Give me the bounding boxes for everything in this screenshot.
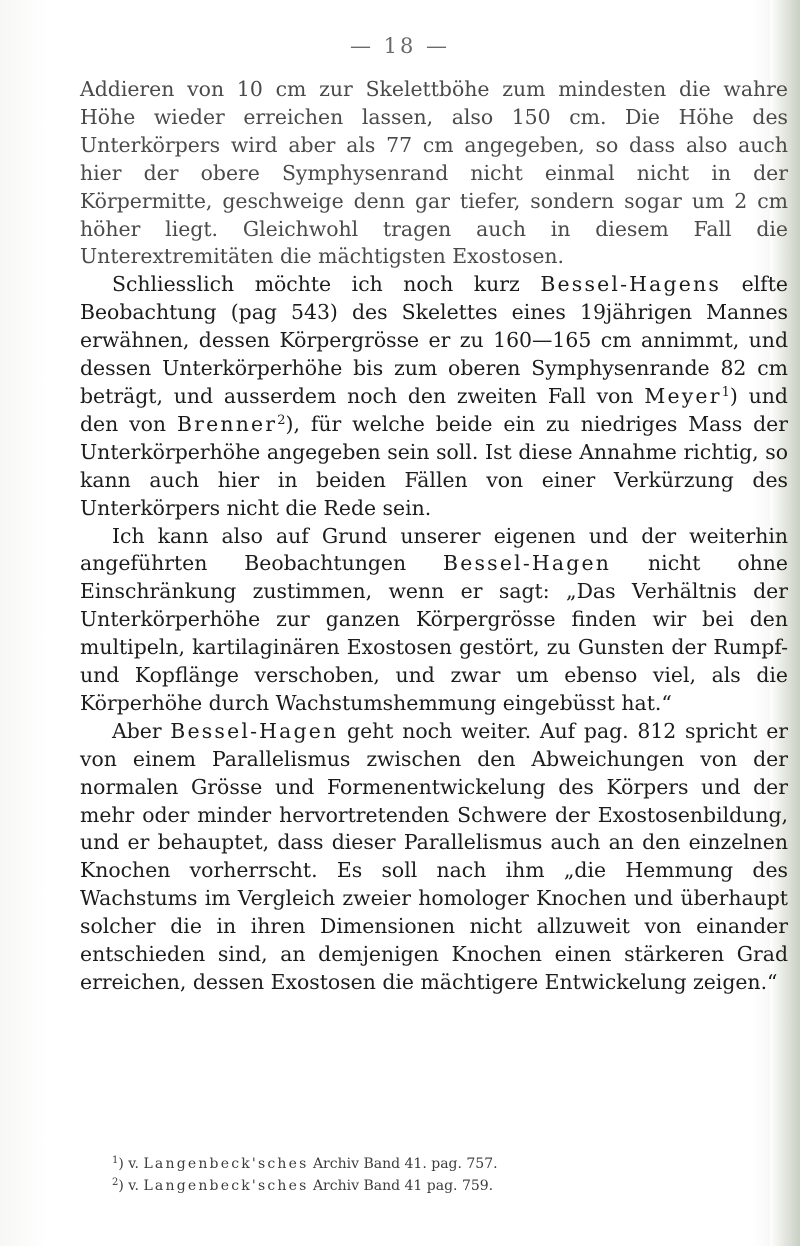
- paragraph-3: [80, 523, 788, 718]
- footnote-mark: 1: [112, 1155, 119, 1166]
- paragraph-4: [80, 718, 788, 997]
- author-name-meyer: Meyer: [644, 383, 722, 408]
- paragraph-2-text-d: ), für welche beide ein zu niedriges Mass der Unterkörperhöhe angegeben sein soll. Ist diese Annahme richtig, so kann auch hier in beiden Fällen von einer Verkürzung des Unterkörpers nicht die Rede sein.: [80, 411, 788, 520]
- footnote-1: [112, 1153, 772, 1175]
- footnote-mark: 2: [112, 1177, 119, 1188]
- footnote-ref-1: 1: [721, 384, 730, 400]
- paragraph-3-text-a: Ich kann also auf Grund unserer eigenen und der weiterhin angeführten Beobachtungen: [80, 523, 788, 576]
- paragraph-3-text-b: nicht ohne Einschränkung zustimmen, wenn er sagt: „Das Verhältnis der Unterkörperhöhe zur ganzen Körpergrösse finden wir bei den multipeln, kartilaginären Exostosen gestört, zu Gunsten der Rumpf- und Kopflänge verschoben, und zwar um ebenso viel, als die Körperhöhe durch Wachstumshemmung eingebüsst hat.“: [80, 551, 788, 715]
- page-number: — 18 —: [349, 34, 451, 58]
- footnote-source-name: Langenbeck'sches: [143, 1178, 309, 1194]
- footnote-citation: Archiv Band 41. pag. 757.: [308, 1156, 498, 1172]
- author-name-bessel-hagen: Bessel-Hagen: [170, 718, 339, 743]
- footnotes: [112, 1153, 772, 1197]
- footnote-citation: Archiv Band 41 pag. 759.: [308, 1178, 494, 1194]
- paragraph-2: [80, 271, 788, 522]
- paragraph-2-text-b: elfte Beobachtung (pag 543) des Skelettes eines 19jährigen Mannes erwähnen, dessen Körpergrösse er zu 160—165 cm annimmt, und dessen Unterkörperhöhe bis zum oberen Symphysenrande 82 cm beträgt, und ausserdem noch den zweiten Fall von: [80, 272, 788, 408]
- footnote-ref-2: 2: [277, 412, 286, 428]
- paragraph-2-text-c: ) und den von: [80, 383, 788, 436]
- footnote-source-name: Langenbeck'sches: [143, 1156, 309, 1172]
- footnote-prefix: ) v.: [118, 1156, 144, 1172]
- paragraph-2-text-a: Schliesslich möchte ich noch kurz: [112, 272, 541, 297]
- author-name-bessel-hagens: Bessel-Hagens: [540, 272, 722, 297]
- paragraph-4-text-a: Aber: [112, 718, 171, 743]
- author-name-bessel-hagen: Bessel-Hagen: [443, 551, 612, 576]
- footnote-2: [112, 1175, 772, 1197]
- author-name-brenner: Brenner: [176, 411, 278, 436]
- footnote-prefix: ) v.: [118, 1178, 144, 1194]
- body-text: [80, 76, 788, 997]
- paragraph-1: Addieren von 10 cm zur Skelettböhe zum mindesten die wahre Höhe wieder erreichen lassen, also 150 cm. Die Höhe des Unterkörpers wird aber als 77 cm angegeben, so dass also auch hier der obere Symphysenrand nicht einmal nicht in der Körpermitte, geschweige denn gar tiefer, sondern sogar um 2 cm höher liegt. Gleichwohl tragen auch in diesem Fall die Unterextremitäten die mächtigsten Exostosen.: [80, 77, 788, 269]
- paragraph-4-text-b: geht noch weiter. Auf pag. 812 spricht er von einem Parallelismus zwischen den Abweichungen von der normalen Grösse und Formenentwickelung des Körpers und der mehr oder minder hervortretenden Schwere der Exostosenbildung, und er behauptet, dass dieser Parallelismus auch an den einzelnen Knochen vorherrscht. Es soll nach ihm „die Hemmung des Wachstums im Vergleich zweier homologer Knochen und überhaupt solcher die in ihren Dimensionen nicht allzuweit von einander entschieden sind, an demjenigen Knochen einen stärkeren Grad erreichen, dessen Exostosen die mächtigere Entwickelung zeigen.“: [80, 718, 789, 994]
